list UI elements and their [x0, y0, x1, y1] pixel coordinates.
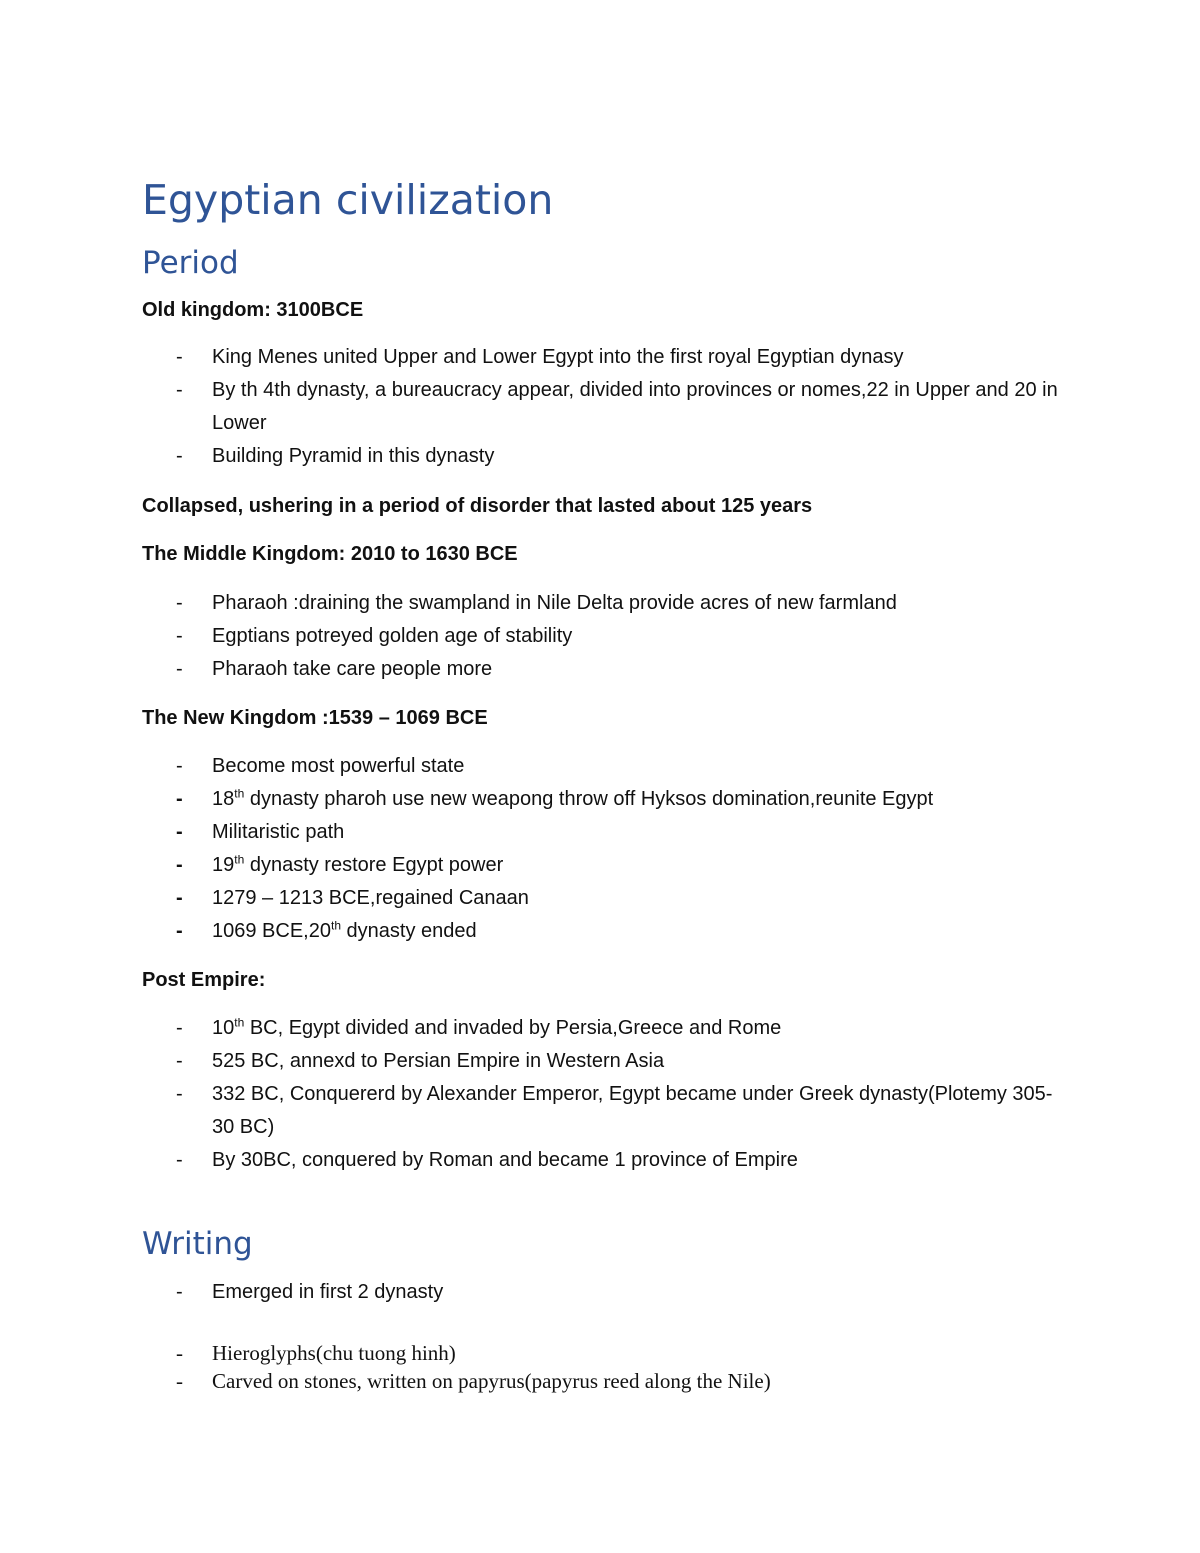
list-item — [142, 915, 1072, 948]
bullet-dash: - — [176, 755, 183, 777]
writing-list-a — [142, 1276, 1072, 1309]
post-empire-list — [142, 1012, 1072, 1177]
list-item-text: Egptians potreyed golden age of stability — [212, 625, 573, 647]
list-item-text: 1279 – 1213 BCE,regained Canaan — [212, 887, 529, 909]
list-item — [142, 653, 1072, 686]
bullet-dash: - — [176, 1017, 183, 1039]
bullet-dash: - — [176, 1149, 183, 1171]
list-item — [142, 1144, 1072, 1177]
collapse-note: Collapsed, ushering in a period of disorder that lasted about 125 years — [142, 495, 813, 517]
bullet-dash: - — [176, 445, 183, 467]
old-kingdom-heading: Old kingdom: 3100BCE — [142, 299, 364, 321]
bullet-dash: - — [176, 379, 183, 401]
list-item — [142, 783, 1072, 816]
list-item-text: 10th BC, Egypt divided and invaded by Persia,Greece and Rome — [212, 1015, 782, 1039]
list-item — [142, 440, 1072, 473]
list-item-text: 18th dynasty pharoh use new weapong throw off Hyksos domination,reunite Egypt — [212, 786, 934, 810]
list-item — [142, 1078, 1072, 1144]
heading-period: Period — [142, 245, 239, 281]
bullet-dash: - — [176, 658, 183, 680]
post-empire-heading: Post Empire: — [142, 969, 266, 991]
new-kingdom-list — [142, 750, 1072, 948]
bullet-dash: - — [176, 1341, 183, 1365]
list-item-text: King Menes united Upper and Lower Egypt into the first royal Egyptian dynasy — [212, 346, 904, 368]
document-title: Egyptian civilization — [142, 176, 554, 224]
heading-writing: Writing — [142, 1226, 253, 1262]
list-item-text: 19th dynasty restore Egypt power — [212, 852, 504, 876]
list-item-text: By 30BC, conquered by Roman and became 1 province of Empire — [212, 1149, 798, 1171]
list-item-text: 525 BC, annexd to Persian Empire in Western Asia — [212, 1050, 665, 1072]
writing-list-b — [142, 1339, 1072, 1395]
list-item — [142, 374, 1072, 440]
new-kingdom-heading: The New Kingdom :1539 – 1069 BCE — [142, 707, 488, 729]
bullet-dash: - — [176, 346, 183, 368]
bullet-dash: - — [176, 1369, 183, 1393]
list-item — [142, 1276, 1072, 1309]
bullet-dash: - — [176, 592, 183, 614]
list-item-text: Become most powerful state — [212, 755, 465, 777]
list-item — [142, 1045, 1072, 1078]
middle-kingdom-heading: The Middle Kingdom: 2010 to 1630 BCE — [142, 543, 518, 565]
list-item — [142, 620, 1072, 653]
bullet-dash: - — [176, 1281, 183, 1303]
bullet-dash: - — [176, 887, 183, 909]
list-item — [142, 816, 1072, 849]
list-item — [142, 1367, 1072, 1395]
list-item-text: Pharaoh :draining the swampland in Nile Delta provide acres of new farmland — [212, 592, 897, 614]
list-item — [142, 1339, 1072, 1367]
bullet-dash: - — [176, 920, 183, 942]
bullet-dash: - — [176, 625, 183, 647]
list-item-text: Hieroglyphs(chu tuong hinh) — [212, 1341, 456, 1365]
old-kingdom-list — [142, 341, 1072, 473]
list-item — [142, 849, 1072, 882]
list-item-text: Pharaoh take care people more — [212, 658, 493, 680]
bullet-dash: - — [176, 854, 183, 876]
list-item — [142, 1012, 1072, 1045]
middle-kingdom-list — [142, 587, 1072, 686]
bullet-dash: - — [176, 1083, 183, 1105]
list-item-text: By th 4th dynasty, a bureaucracy appear, divided into provinces or nomes,22 in Upper and 20 in Lower — [212, 379, 1058, 434]
bullet-dash: - — [176, 821, 183, 843]
list-item — [142, 587, 1072, 620]
list-item-text: Emerged in first 2 dynasty — [212, 1281, 444, 1303]
bullet-dash: - — [176, 1050, 183, 1072]
list-item-text: Militaristic path — [212, 821, 345, 843]
list-item-text: 1069 BCE,20th dynasty ended — [212, 918, 477, 942]
list-item — [142, 750, 1072, 783]
list-item — [142, 341, 1072, 374]
bullet-dash: - — [176, 788, 183, 810]
list-item — [142, 882, 1072, 915]
list-item-text: Building Pyramid in this dynasty — [212, 445, 495, 467]
list-item-text: 332 BC, Conquererd by Alexander Emperor, Egypt became under Greek dynasty(Plotemy 305- 30 BC) — [212, 1083, 1053, 1138]
list-item-text: Carved on stones, written on papyrus(papyrus reed along the Nile) — [212, 1369, 771, 1393]
